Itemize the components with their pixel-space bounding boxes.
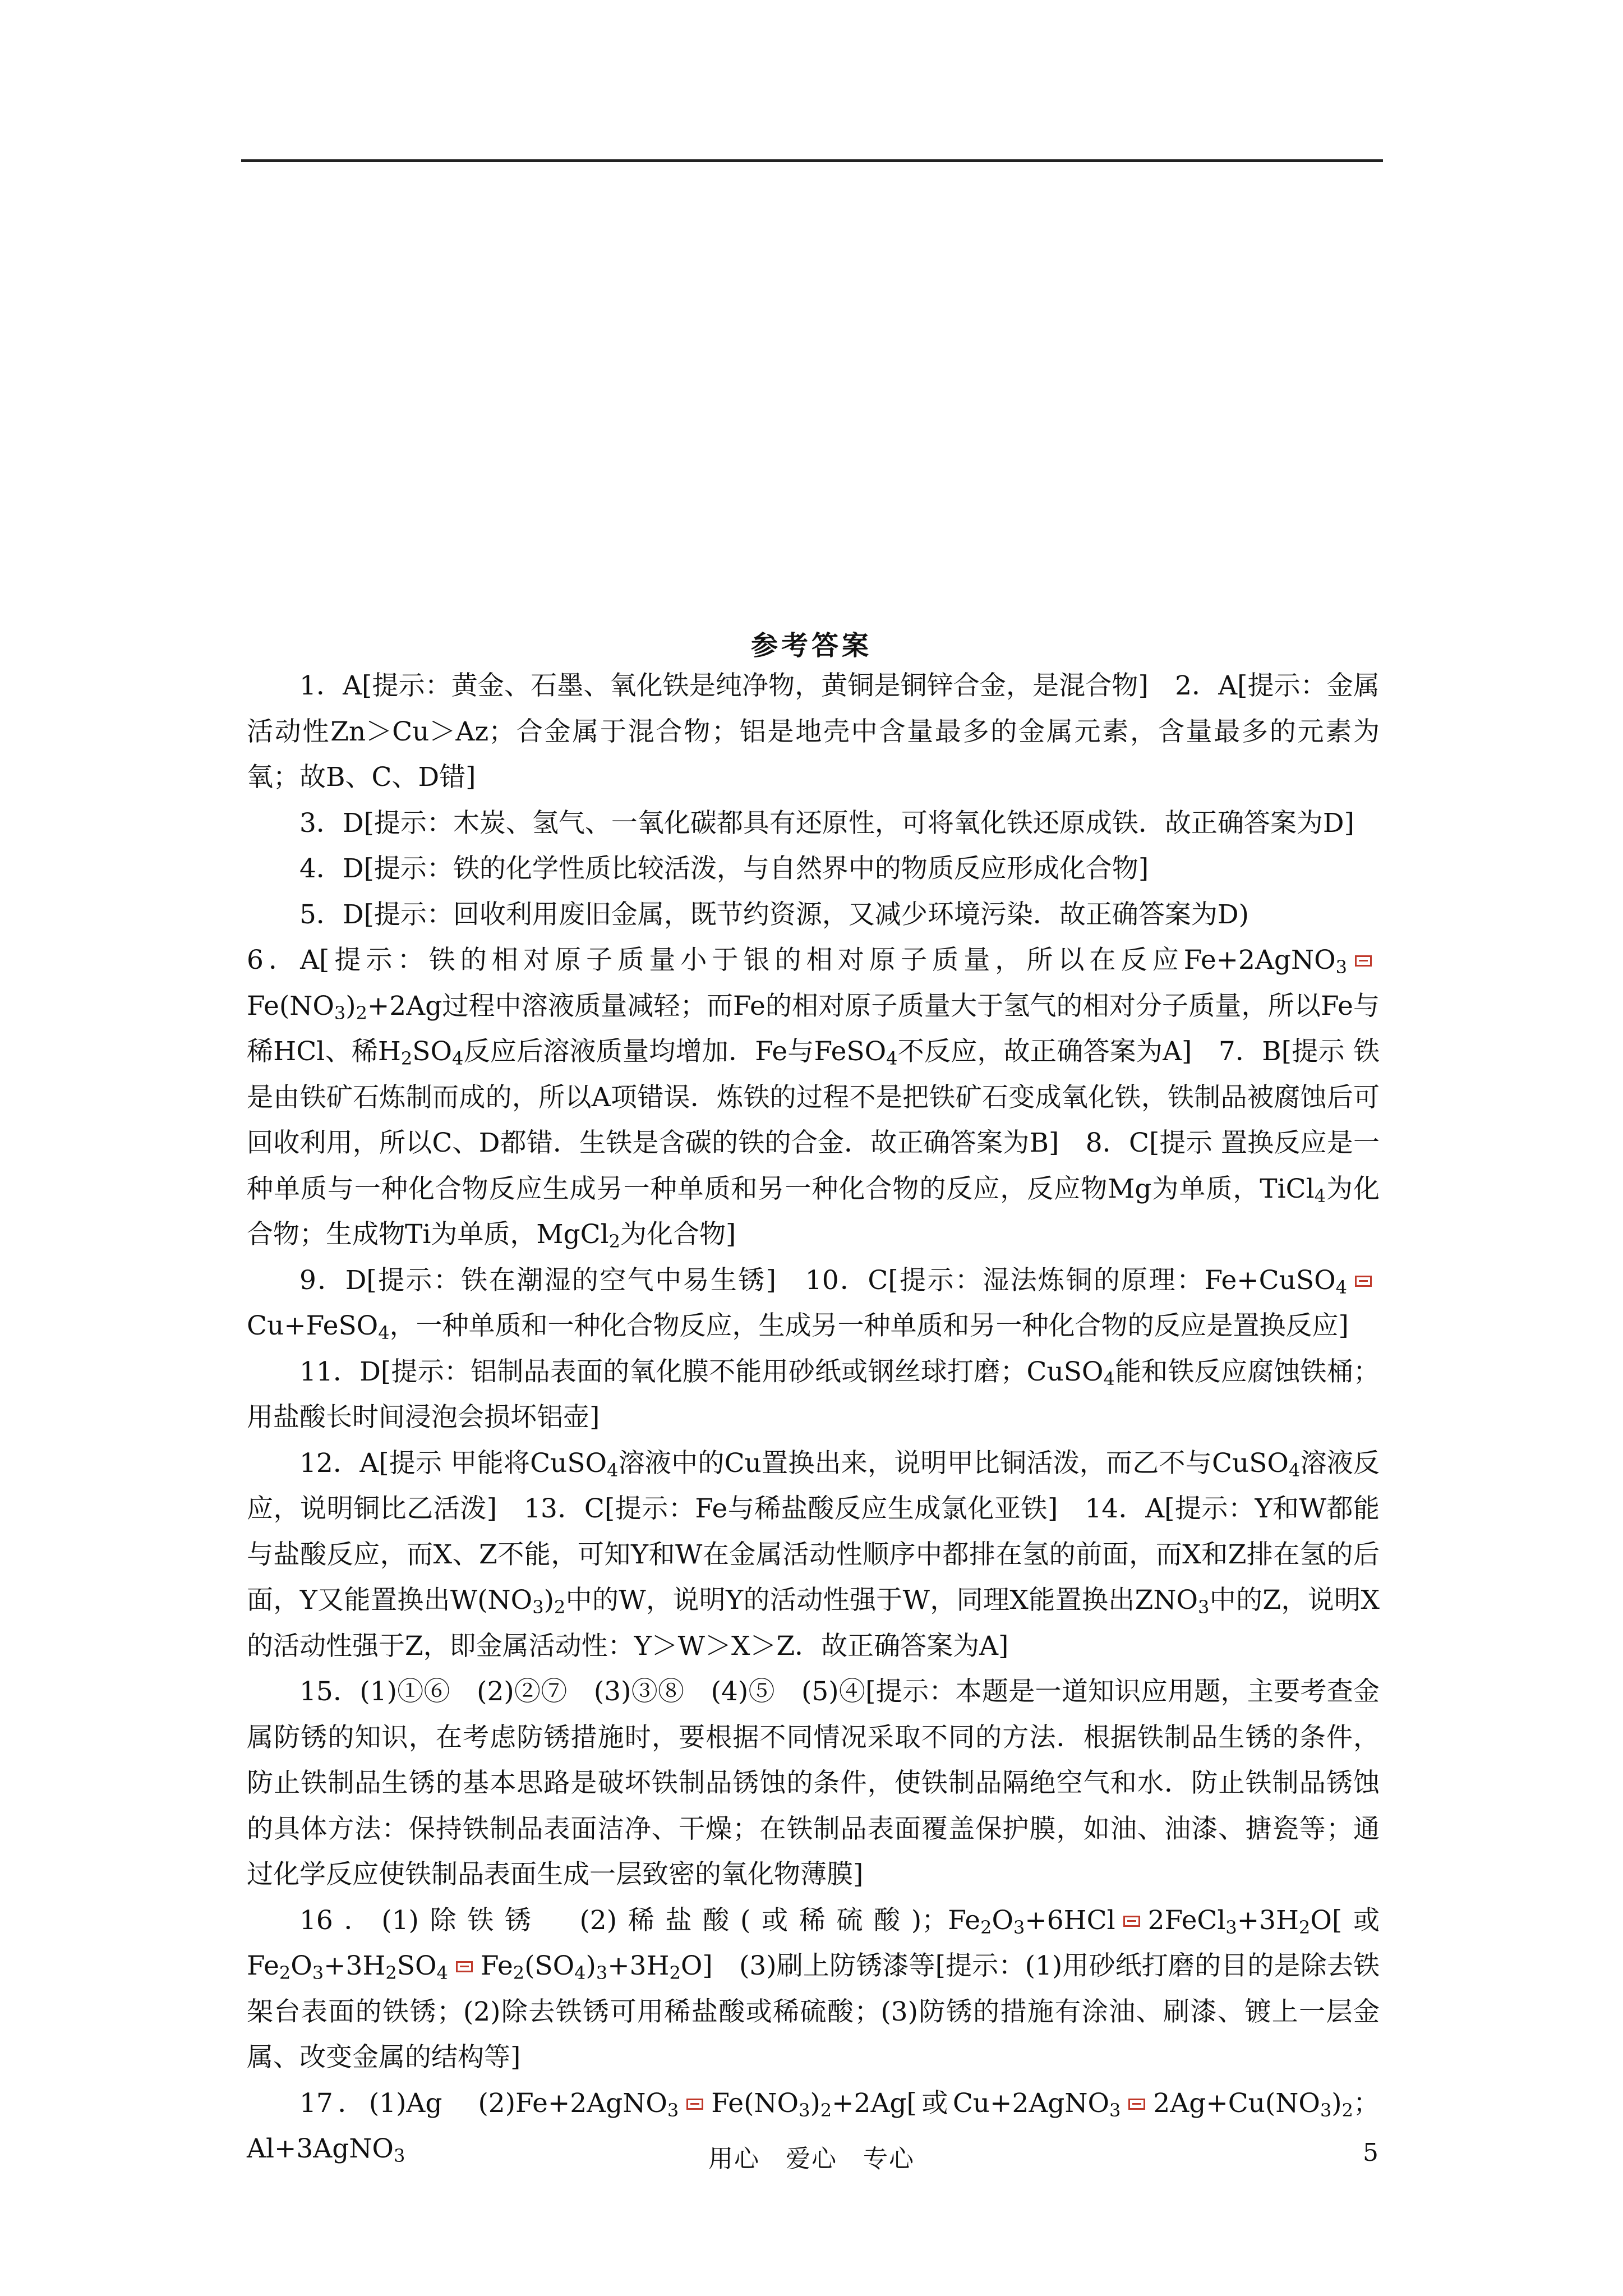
subscript: 4 [452, 1048, 464, 1069]
answer-text: ) [543, 1585, 554, 1616]
subscript: 4 [607, 1459, 619, 1481]
answer-text: 11．D[提示：铝制品表面的氧化膜不能用砂纸或钢丝球打磨；CuSO [299, 1356, 1104, 1387]
answer-text: 1．A[提示：黄金、石墨、氧化铁是纯净物，黄铜是铜锌合金，是混合物] 2．A[提示：金属活动性Zn＞Cu＞Az；合金属于混合物；铝是地壳中含量最多的金属元素，含量最多的元素为氧；故B、C、D错] [247, 670, 1380, 793]
answer-text: 12．A[提示 甲能将CuSO [299, 1447, 607, 1479]
answer-text: +3H [607, 1950, 670, 1981]
answer-text: 中的Z，说明X的活动性强于Z，即金属活动性：Y＞W＞X＞Z．故正确答案为A] [247, 1585, 1380, 1662]
subscript: 2 [608, 1231, 620, 1252]
answer-text: O [992, 1904, 1014, 1936]
footer-motto: 用心 爱心 专心 [708, 2145, 915, 2173]
answer-text: 6．A[提示：铁的相对原子质量小于银的相对原子质量，所以在反应Fe+2AgNO [247, 945, 1336, 976]
page-title: 参考答案 [750, 630, 872, 661]
answer-paragraph [247, 892, 1380, 938]
answer-text: +3H [324, 1950, 386, 1981]
answer-text: ；Al+3AgNO [247, 2087, 1380, 2164]
answer-paragraph [247, 1898, 1380, 2081]
subscript: 3 [1013, 1916, 1025, 1938]
subscript: 3 [667, 2099, 679, 2121]
answer-text: +2Ag过程中溶液质量减轻；而Fe的相对原子质量大于氢气的相对分子质量，所以Fe与稀HCl、稀H [247, 990, 1380, 1067]
answer-paragraph [247, 1441, 1380, 1669]
answer-text: 2FeCl [1147, 1904, 1226, 1936]
subscript: 2 [554, 1596, 566, 1618]
answer-text: SO [396, 1950, 437, 1981]
answer-text: 能和铁反应腐蚀铁桶；用盐酸长时间浸泡会损坏铝壶] [247, 1356, 1380, 1433]
answer-text: ) [345, 990, 356, 1022]
answer-text: 反应后溶液质量均增加．Fe与FeSO [463, 1036, 887, 1067]
answer-text: 15．(1)①⑥ (2)②⑦ (3)③⑧ (4)⑤ (5)④[提示：本题是一道知识应用题，主要考查金属防锈的知识，在考虑防锈措施时，要根据不同情况采取不同的方法．根据铁制品生锈的条件，防止铁制品生锈的基本思路是破坏铁制品锈蚀的条件，使铁制品隔绝空气和水．防止铁制品锈蚀的具体方法：保持铁制品表面洁净、干燥；在铁制品表面覆盖保护膜，如油、油漆、搪瓷等；通过化学反应使铁制品表面生成一层致密的氧化物薄膜] [247, 1676, 1380, 1890]
answer-text: ) [1331, 2087, 1342, 2119]
boxed-arrow-icon [456, 1961, 473, 1972]
subscript: 4 [1335, 1276, 1347, 1298]
answer-text: 17．(1)Ag (2)Fe+2AgNO [299, 2087, 667, 2119]
answer-paragraph [247, 800, 1380, 846]
subscript: 2 [1341, 2099, 1353, 2121]
answer-text: +6HCl [1025, 1904, 1115, 1936]
subscript: 4 [1314, 1185, 1326, 1207]
answer-paragraph [247, 663, 1380, 800]
boxed-arrow-icon [1355, 1276, 1372, 1287]
subscript: 4 [1288, 1459, 1301, 1481]
answer-paragraph [247, 937, 1380, 1258]
subscript: 3 [1225, 1916, 1237, 1938]
answer-text: O [291, 1950, 312, 1981]
subscript: 4 [1103, 1368, 1115, 1389]
answer-text: SO [412, 1036, 453, 1067]
subscript: 3 [393, 2145, 405, 2166]
answer-text: O] (3)刷上防锈漆等[提示：(1)用砂纸打磨的目的是除去铁架台表面的铁锈；(2)除去铁锈可用稀盐酸或稀硫酸；(3)防锈的措施有涂油、刷漆、镀上一层金属、改变金属的结构等] [247, 1950, 1380, 2073]
subscript: 3 [532, 1596, 544, 1618]
subscript: 2 [820, 2099, 832, 2121]
subscript: 2 [279, 1962, 291, 1984]
answer-text: ) [810, 2087, 820, 2119]
header-rule [241, 159, 1383, 162]
subscript: 3 [334, 1002, 346, 1024]
answer-text: 溶液中的Cu置换出来，说明甲比铜活泼，而乙不与CuSO [618, 1447, 1289, 1479]
subscript: 2 [513, 1962, 525, 1984]
answer-paragraph [247, 1349, 1380, 1441]
answer-text: 16．(1)除铁锈 (2)稀盐酸(或稀硫酸)；Fe [299, 1904, 981, 1936]
answer-text: 5．D[提示：回收利用废旧金属，既节约资源，又减少环境污染．故正确答案为D) [299, 899, 1249, 930]
subscript: 3 [799, 2099, 810, 2121]
answer-text: ) [585, 1950, 596, 1981]
answer-text: 溶液反应，说明铜比乙活泼] 13．C[提示：Fe与稀盐酸反应生成氯化亚铁] 14．A[提示：Y和W都能与盐酸反应，而X、Z不能，可知Y和W在金属活动性顺序中都排在氢的前面，而X和Z排在氢的后面，Y又能置换出W(NO [247, 1447, 1380, 1616]
subscript: 3 [596, 1962, 608, 1984]
answer-content [247, 663, 1380, 2172]
answer-text: 中的W，说明Y的活动性强于W，同理X能置换出ZNO [565, 1585, 1198, 1616]
answer-text: 4．D[提示：铁的化学性质比较活泼，与自然界中的物质反应形成化合物] [299, 853, 1149, 884]
answer-paragraph [247, 1669, 1380, 1898]
subscript: 3 [1335, 956, 1347, 978]
answer-text: 为化合物；生成物Ti为单质，MgCl [247, 1173, 1380, 1250]
page-number: 5 [1363, 2138, 1378, 2167]
subscript: 4 [436, 1962, 448, 1984]
answer-text: 为化合物] [620, 1219, 736, 1250]
subscript: 3 [1109, 2099, 1121, 2121]
subscript: 3 [1320, 2099, 1332, 2121]
boxed-arrow-icon [1355, 955, 1372, 967]
boxed-arrow-icon [1128, 2099, 1145, 2110]
subscript: 2 [1299, 1916, 1311, 1938]
answer-text: +3H [1237, 1904, 1299, 1936]
subscript: 2 [385, 1962, 397, 1984]
answer-text: +2Ag[或Cu+2AgNO [832, 2087, 1110, 2119]
subscript: 4 [378, 1322, 390, 1343]
subscript: 2 [980, 1916, 992, 1938]
subscript: 2 [400, 1048, 413, 1069]
boxed-arrow-icon [686, 2099, 703, 2110]
answer-text: O[或Fe [247, 1904, 1380, 1981]
answer-text: 9．D[提示：铁在潮湿的空气中易生锈] 10．C[提示：湿法炼铜的原理：Fe+CuSO [299, 1264, 1336, 1296]
subscript: 3 [312, 1962, 324, 1984]
answer-text: ，一种单质和一种化合物反应，生成另一种单质和另一种化合物的反应是置换反应] [389, 1310, 1349, 1341]
answer-text: Cu+FeSO [247, 1310, 379, 1341]
answer-text: (SO [524, 1950, 575, 1981]
answer-paragraph [247, 846, 1380, 892]
answer-paragraph [247, 1258, 1380, 1349]
answer-text: 不反应，故正确答案为A] 7．B[提示 铁是由铁矿石炼制而成的，所以A项错误．炼铁的过程不是把铁矿石变成氧化铁，铁制品被腐蚀后可回收利用，所以C、D都错．生铁是含碳的铁的合金．故正确答案为B] 8．C[提示 置换反应是一种单质与一种化合物反应生成另一种单质和另一种化合物的反应，反应物Mg为单质，TiCl [247, 1036, 1380, 1204]
answer-text: Fe(NO [247, 990, 334, 1022]
subscript: 2 [356, 1002, 367, 1024]
subscript: 4 [574, 1962, 586, 1984]
answer-text: Fe [480, 1950, 513, 1981]
answer-text: Fe(NO [711, 2087, 799, 2119]
subscript: 4 [886, 1048, 898, 1069]
boxed-arrow-icon [1123, 1916, 1140, 1927]
subscript: 2 [669, 1962, 681, 1984]
answer-text: 3．D[提示：木炭、氢气、一氧化碳都具有还原性，可将氧化铁还原成铁．故正确答案为D] [299, 807, 1354, 839]
answer-text: 2Ag+Cu(NO [1153, 2087, 1320, 2119]
subscript: 3 [1197, 1596, 1210, 1618]
